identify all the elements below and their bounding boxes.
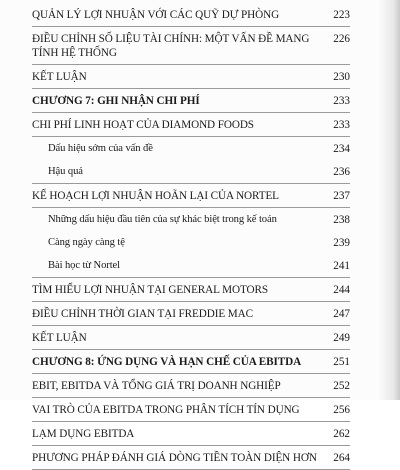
toc-subentry-title: Bài học từ Nortel: [48, 260, 121, 271]
toc-entry: [32, 27, 350, 65]
toc-entry-title: CHI PHÍ LINH HOẠT CỦA DIAMOND FOODS: [32, 119, 254, 131]
toc-subentry-title: Càng ngày càng tệ: [48, 237, 125, 248]
table-of-contents: [32, 0, 350, 470]
toc-entry: [32, 374, 350, 398]
toc-entry-page: 230: [333, 71, 350, 83]
toc-entry-page: 241: [333, 260, 350, 272]
toc-chapter-title: CHƯƠNG 7: GHI NHẬN CHI PHÍ: [32, 95, 200, 107]
toc-subentry: [32, 160, 350, 184]
toc-subentry-title: Dấu hiệu sớm của vấn đề: [48, 143, 153, 154]
toc-entry-title: TÌM HIỂU LỢI NHUẬN TẠI GENERAL MOTORS: [32, 284, 268, 296]
toc-entry-page: 264: [333, 452, 350, 464]
toc-entry-title: QUẢN LÝ LỢI NHUẬN VỚI CÁC QUỸ DỰ PHÒNG: [32, 9, 280, 21]
toc-entry-page: 236: [333, 166, 350, 178]
toc-entry: [32, 302, 350, 326]
toc-entry-page: 247: [333, 308, 350, 320]
toc-entry-page: 256: [333, 404, 350, 416]
toc-entry-page: 226: [333, 33, 350, 45]
toc-chapter-title: CHƯƠNG 8: ỨNG DỤNG VÀ HẠN CHẾ CỦA EBITDA: [32, 356, 302, 368]
toc-entry-page: 244: [333, 284, 350, 296]
toc-entry: [32, 446, 350, 470]
toc-entry-page: 252: [333, 380, 350, 392]
toc-subentry: [32, 254, 350, 278]
toc-subentry-title: Những dấu hiệu đầu tiên của sự khác biệt trong kế toán: [48, 214, 277, 225]
toc-subentry: [32, 231, 350, 254]
page-fold-shadow: [378, 0, 400, 400]
toc-entry: [32, 0, 350, 27]
toc-entry: [32, 184, 350, 208]
toc-entry-page: 249: [333, 332, 350, 344]
toc-subentry-title: Hậu quả: [48, 166, 83, 177]
toc-chapter-entry: [32, 89, 350, 113]
toc-entry-page: 237: [333, 190, 350, 202]
toc-entry-title: KẾT LUẬN: [32, 332, 87, 344]
toc-chapter-entry: [32, 350, 350, 374]
toc-entry-title: VAI TRÒ CỦA EBITDA TRONG PHÂN TÍCH TÍN DỤNG: [32, 404, 300, 416]
toc-entry-page: 233: [333, 119, 350, 131]
toc-subentry: [32, 137, 350, 160]
toc-entry-page: 262: [333, 428, 350, 440]
toc-entry-title: ĐIỀU CHỈNH THỜI GIAN TẠI FREDDIE MAC: [32, 308, 253, 320]
toc-entry-page: 234: [333, 143, 350, 155]
toc-entry: [32, 65, 350, 89]
toc-subentry: [32, 208, 350, 231]
toc-entry: [32, 113, 350, 137]
toc-entry-page: 239: [333, 237, 350, 249]
toc-entry: [32, 398, 350, 422]
toc-entry-title: PHƯƠNG PHÁP ĐÁNH GIÁ DÒNG TIỀN TOÀN DIỆN HƠN: [32, 452, 317, 464]
toc-entry-page: 238: [333, 214, 350, 226]
toc-entry-page: 223: [333, 9, 350, 21]
toc-entry-page: 251: [333, 356, 350, 368]
toc-entry: [32, 326, 350, 350]
toc-entry-title: KẾ HOẠCH LỢI NHUẬN HOÃN LẠI CỦA NORTEL: [32, 190, 279, 202]
toc-entry-page: 233: [333, 95, 350, 107]
toc-entry: [32, 422, 350, 446]
toc-entry-title: LẠM DỤNG EBITDA: [32, 428, 135, 440]
toc-entry-title: ĐIỀU CHỈNH SỐ LIỆU TÀI CHÍNH: MỘT VẤN ĐỀ MANG TÍNH HỆ THỐNG: [32, 33, 310, 59]
toc-entry-title: KẾT LUẬN: [32, 71, 87, 83]
toc-entry: [32, 278, 350, 302]
toc-entry-title: EBIT, EBITDA VÀ TỔNG GIÁ TRỊ DOANH NGHIỆP: [32, 380, 281, 392]
